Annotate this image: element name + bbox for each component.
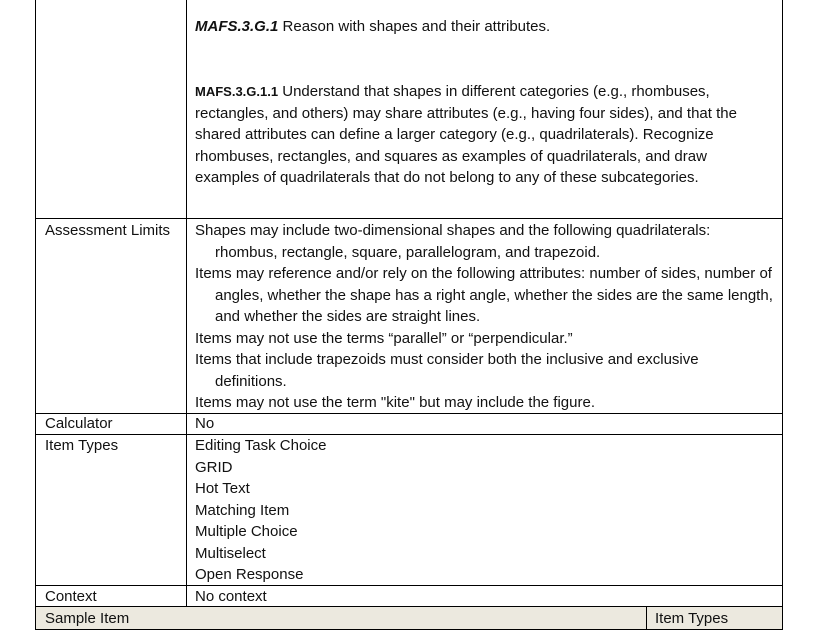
table-border-left (35, 0, 36, 630)
assessment-limits-label: Assessment Limits (45, 222, 171, 239)
sample-item-header: Sample Item (45, 610, 130, 627)
item-type: GRID (195, 458, 233, 476)
standard-heading-text: Reason with shapes and their attributes. (278, 18, 551, 35)
assessment-limits-list (195, 220, 775, 414)
assessment-limit-item: Items that include trapezoids must consider both the inclusive and exclusive definitions. (195, 351, 699, 390)
item-types-label: Item Types (45, 437, 119, 454)
context-label: Context (45, 588, 97, 605)
calculator-label: Calculator (45, 415, 113, 432)
item-type: Matching Item (195, 501, 290, 519)
table-border-right (782, 0, 783, 630)
context-value: No context (195, 588, 267, 605)
standard-code: MAFS.3.G.1 (195, 18, 279, 35)
row-divider (35, 218, 783, 219)
item-type: Hot Text (195, 480, 250, 497)
column-divider (186, 0, 187, 607)
substandard-code: MAFS.3.G.1.1 (195, 84, 279, 99)
substandard-text: Understand that shapes in different categories (e.g., rhombuses, rectangles, and others) may share attributes (e.g., having four sides), and that the shared attributes can define a larger category (e.g., quadrilaterals). Recognize rhombuses, rectangles, and squares as examples of quadrilaterals, and draw examples of quadrilaterals that do not belong to any of these subcategories. (195, 83, 737, 186)
standard-heading (195, 16, 775, 38)
footer-item-types-header: Item Types (655, 610, 729, 627)
footer-column-divider (646, 607, 647, 630)
assessment-limit-item: Items may not use the terms “parallel” or “perpendicular.” (195, 329, 573, 347)
item-type: Editing Task Choice (195, 437, 327, 454)
substandard-block (195, 81, 765, 189)
assessment-limit-item: Items may reference and/or rely on the following attributes: number of sides, number of angles, whether the shape has a right angle, whether the sides are the same length, and whether the sides are straight lines. (195, 265, 773, 325)
item-type: Open Response (195, 566, 304, 583)
calculator-value: No (195, 415, 215, 432)
item-types-list (195, 435, 775, 586)
assessment-limit-item: Items may not use the term "kite" but may include the figure. (195, 394, 595, 411)
assessment-limit-item: Shapes may include two-dimensional shapes and the following quadrilaterals: rhombus, rectangle, square, parallelogram, and trapezoid. (195, 222, 711, 261)
item-type: Multiselect (195, 544, 266, 562)
item-type: Multiple Choice (195, 523, 298, 540)
